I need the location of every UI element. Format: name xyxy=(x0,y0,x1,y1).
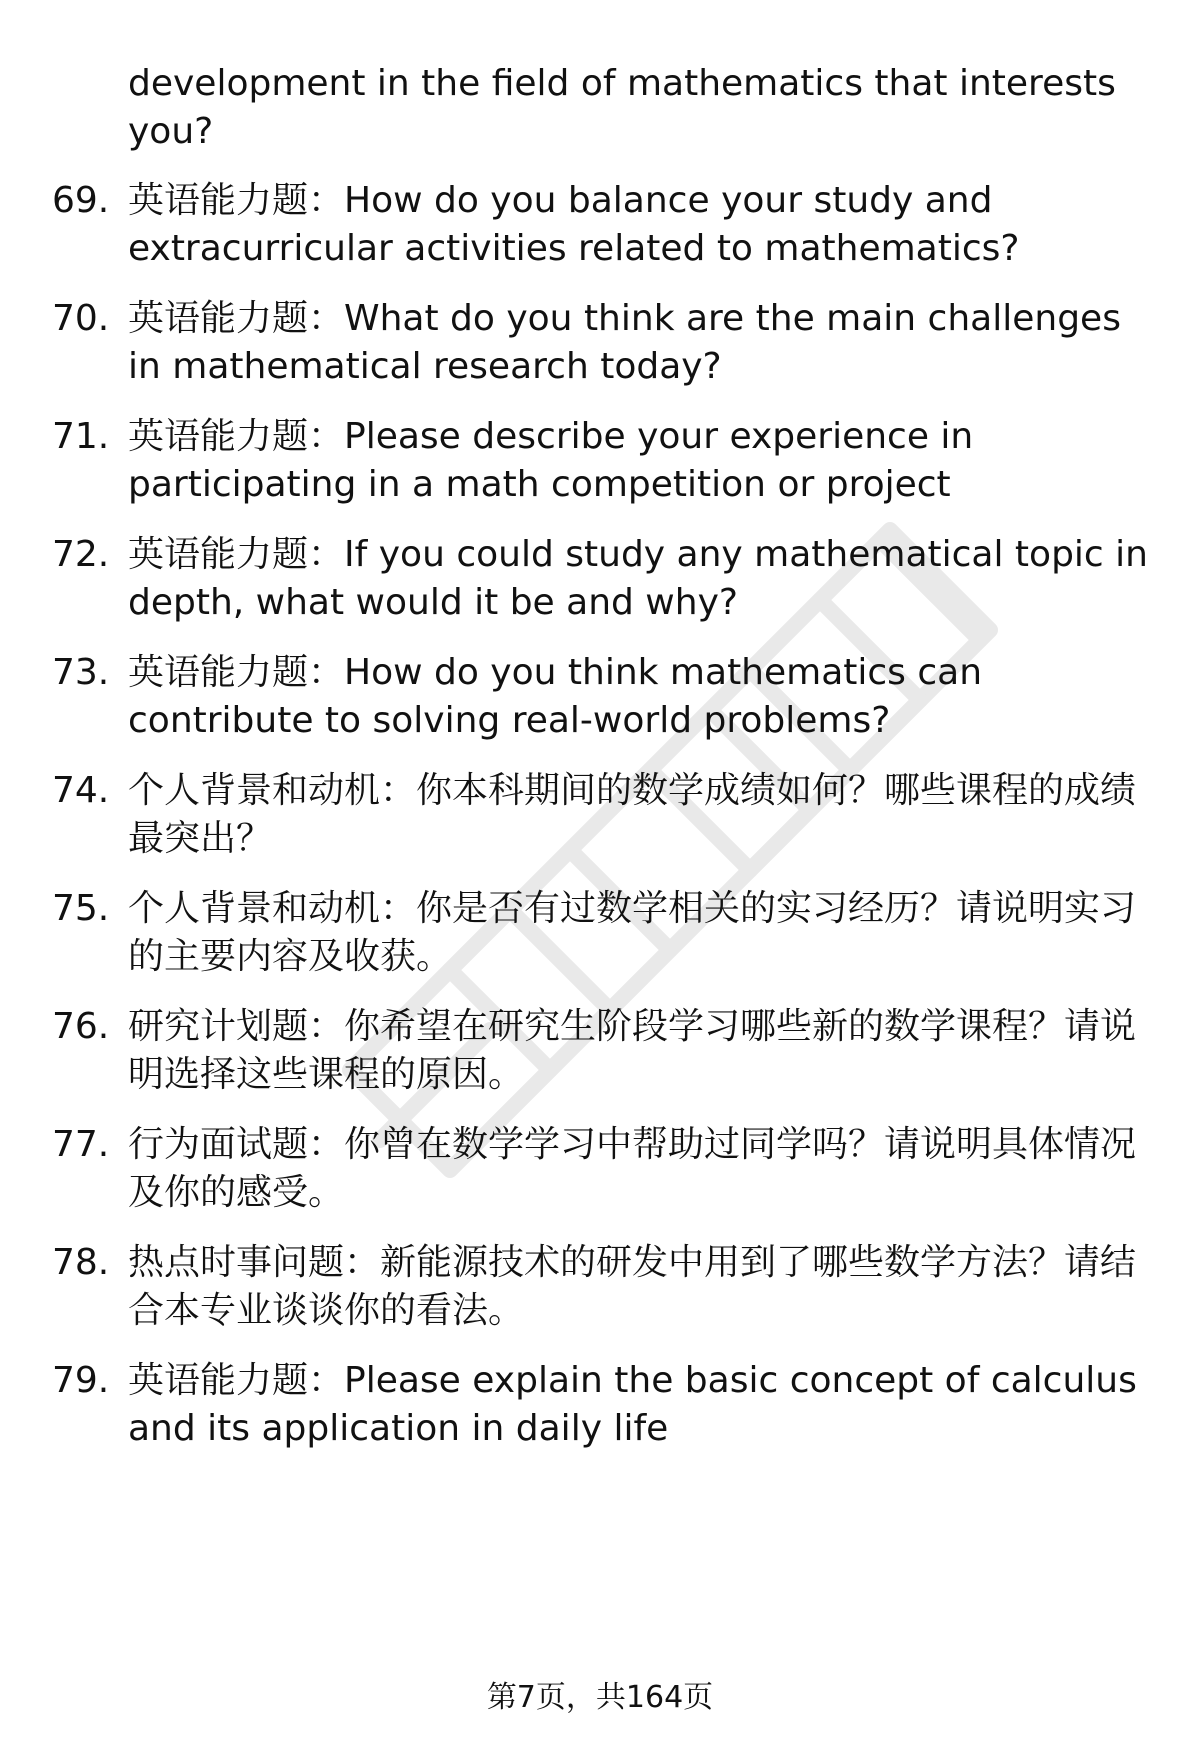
question-item-73 xyxy=(0,649,1200,749)
page-footer: 第7页，共164页 xyxy=(486,1680,714,1715)
question-text: 行为面试题：你曾在数学学习中帮助过同学吗？请说明具体情况及你的感受。 xyxy=(128,1124,1137,1213)
question-text: 个人背景和动机：你本科期间的数学成绩如何？哪些课程的成绩最突出？ xyxy=(128,770,1137,859)
question-item-71 xyxy=(0,413,1200,513)
question-text: 个人背景和动机：你是否有过数学相关的实习经历？请说明实习的主要内容及收获。 xyxy=(128,888,1137,977)
question-item-70 xyxy=(0,295,1200,395)
question-item-79 xyxy=(0,1357,1200,1457)
question-text: 英语能力题：Please describe your experience in participating in a math competition or project xyxy=(128,416,974,505)
question-number: 73. xyxy=(52,652,110,693)
question-text: 英语能力题：How do you think mathematics can contribute to solving real-world problems? xyxy=(128,652,983,741)
question-text: 英语能力题：If you could study any mathematical topic in depth, what would it be and why? xyxy=(128,534,1148,623)
question-number: 74. xyxy=(52,770,110,811)
question-number: 72. xyxy=(52,534,110,575)
question-number: 77. xyxy=(52,1124,110,1165)
question-number: 70. xyxy=(52,298,110,339)
question-number: 78. xyxy=(52,1242,110,1283)
question-text: 热点时事问题：新能源技术的研发中用到了哪些数学方法？请结合本专业谈谈你的看法。 xyxy=(128,1242,1137,1331)
question-text: 英语能力题：How do you balance your study and extracurricular activities related to mathematics? xyxy=(128,180,1020,269)
question-item-74 xyxy=(0,767,1200,867)
question-item-76 xyxy=(0,1003,1200,1103)
question-item-69 xyxy=(0,177,1200,277)
question-item-72 xyxy=(0,531,1200,631)
question-text: 英语能力题：Please explain the basic concept of calculus and its application in daily life xyxy=(128,1360,1137,1449)
carryover-question-text: development in the field of mathematics that interests you? xyxy=(128,63,1116,152)
question-number: 75. xyxy=(52,888,110,929)
question-item-77 xyxy=(0,1121,1200,1221)
question-number: 69. xyxy=(52,180,110,221)
question-item-78 xyxy=(0,1239,1200,1339)
question-number: 79. xyxy=(52,1360,110,1401)
question-text: 研究计划题：你希望在研究生阶段学习哪些新的数学课程？请说明选择这些课程的原因。 xyxy=(128,1006,1137,1095)
question-number: 71. xyxy=(52,416,110,457)
question-item-75 xyxy=(0,885,1200,985)
question-number: 76. xyxy=(52,1006,110,1047)
question-text: 英语能力题：What do you think are the main challenges in mathematical research today? xyxy=(128,298,1121,387)
